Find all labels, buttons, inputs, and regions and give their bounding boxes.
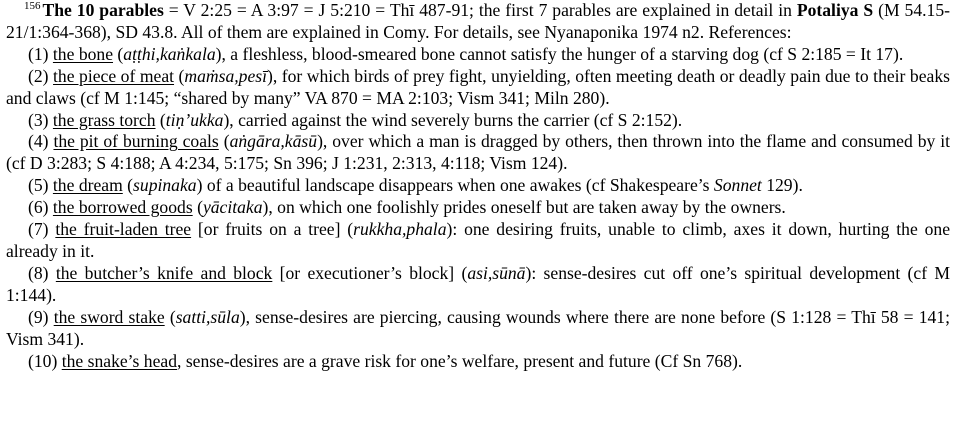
pali-term: aṭṭhi,kaṅkala [123, 43, 216, 64]
parable-term: the butcher’s knife and block [55, 262, 273, 283]
footnote-title: The 10 parables [42, 0, 164, 20]
item-text: [or executioner’s block] ( [272, 262, 468, 283]
footnote-number: 156 [24, 0, 41, 12]
item-text: ) of a beautiful landscape disappears when one awakes (cf Shakespeare’s [196, 175, 714, 196]
item-text: ), carried against the wind severely burns the carrier (cf S 2:152). [223, 109, 683, 130]
item-text: , sense-desires are a grave risk for one’s welfare, present and future (Cf Sn 768). [177, 350, 743, 371]
parable-term: the fruit-laden tree [55, 219, 192, 240]
item-text: 129). [761, 175, 803, 196]
parable-item-1 [6, 44, 950, 66]
parable-item-3 [6, 110, 950, 132]
footnote-header [6, 0, 950, 44]
parable-term: the sword stake [53, 306, 165, 327]
parable-term: the borrowed goods [52, 197, 193, 218]
item-text: [or fruits on a tree] ( [191, 219, 354, 240]
parable-item-5 [6, 175, 950, 197]
pali-term: yācitaka [202, 197, 263, 218]
item-text: ( [192, 197, 203, 218]
item-text: ( [155, 109, 166, 130]
parable-term: the bone [52, 43, 114, 64]
footnote-text: (M 54.15-21/1:364-368), SD 43.8. All of them are explained in Comy. For details, see Nyanaponika 1974 n2. References: [6, 0, 950, 42]
item-text: ( [122, 175, 134, 196]
item-text: ( [218, 131, 230, 152]
item-number: (8) [28, 262, 56, 283]
work-title: Sonnet [713, 175, 762, 196]
item-number: (9) [28, 306, 54, 327]
parable-term: the piece of meat [53, 65, 175, 86]
pali-term: maṁsa,pesī [184, 65, 267, 86]
item-number: (2) [28, 65, 54, 86]
footnote [6, 0, 950, 372]
item-text: ( [164, 306, 176, 327]
parable-item-8 [6, 263, 950, 307]
item-number: (10) [28, 350, 62, 371]
item-text: ), sense-desires are piercing, causing wounds where there are none before (S 1:128 = Thī 58 = 141; Vism 341). [6, 306, 950, 349]
pali-term: aṅgāra,kāsū [229, 131, 318, 152]
item-number: (5) [28, 175, 53, 196]
item-number: (4) [28, 131, 54, 152]
parable-item-9 [6, 307, 950, 351]
item-text: ): one desiring fruits, unable to climb, axes it down, hurting the one already in it. [6, 219, 951, 261]
item-text: ), on which one foolishly prides oneself but are taken away by the owners. [262, 197, 786, 218]
parable-item-2 [6, 66, 950, 110]
parable-term: the grass torch [52, 109, 156, 130]
item-number: (6) [28, 197, 53, 218]
footnote-text: = V 2:25 = A 3:97 = J 5:210 = Thī 487-91; the first 7 parables are explained in detail in [163, 0, 797, 20]
item-text: ( [174, 65, 185, 86]
item-text: ), a fleshless, blood-smeared bone cannot satisfy the hunger of a starving dog (cf S 2:185 = It 17). [215, 43, 904, 64]
sutta-name: Potaliya S [796, 0, 874, 20]
item-text: ), for which birds of prey fight, unyielding, often meeting death or deadly pain due to their beaks and claws (cf M 1:145; “shared by many” VA 870 = MA 2:103; Vism 341; Miln 280). [6, 65, 950, 108]
pali-term: satti,sūla [175, 306, 240, 327]
item-text: ): sense-desires cut off one’s spiritual development (cf M 1:144). [6, 262, 951, 305]
pali-term: rukkha,phala [353, 219, 447, 240]
pali-term: asi,sūnā [467, 262, 526, 283]
pali-term: supinaka [133, 175, 197, 196]
parable-term: the dream [52, 175, 123, 196]
parable-term: the pit of burning coals [53, 131, 219, 152]
parable-item-7 [6, 219, 950, 263]
item-text: ( [113, 43, 124, 64]
item-text: ), over which a man is dragged by others, then thrown into the flame and consumed by it (cf D 3:283; S 4:188; A 4:234, 5:175; Sn 396; J 1:231, 2:313, 4:118; Vism 124). [6, 131, 951, 174]
parable-item-10 [6, 351, 950, 373]
item-number: (1) [28, 43, 53, 64]
parable-item-4 [6, 131, 950, 175]
parable-item-6 [6, 197, 950, 219]
pali-term: tiṇ’ukka [165, 109, 224, 130]
item-number: (3) [28, 109, 53, 130]
parable-term: the snake’s head [61, 350, 178, 371]
item-number: (7) [28, 219, 56, 240]
